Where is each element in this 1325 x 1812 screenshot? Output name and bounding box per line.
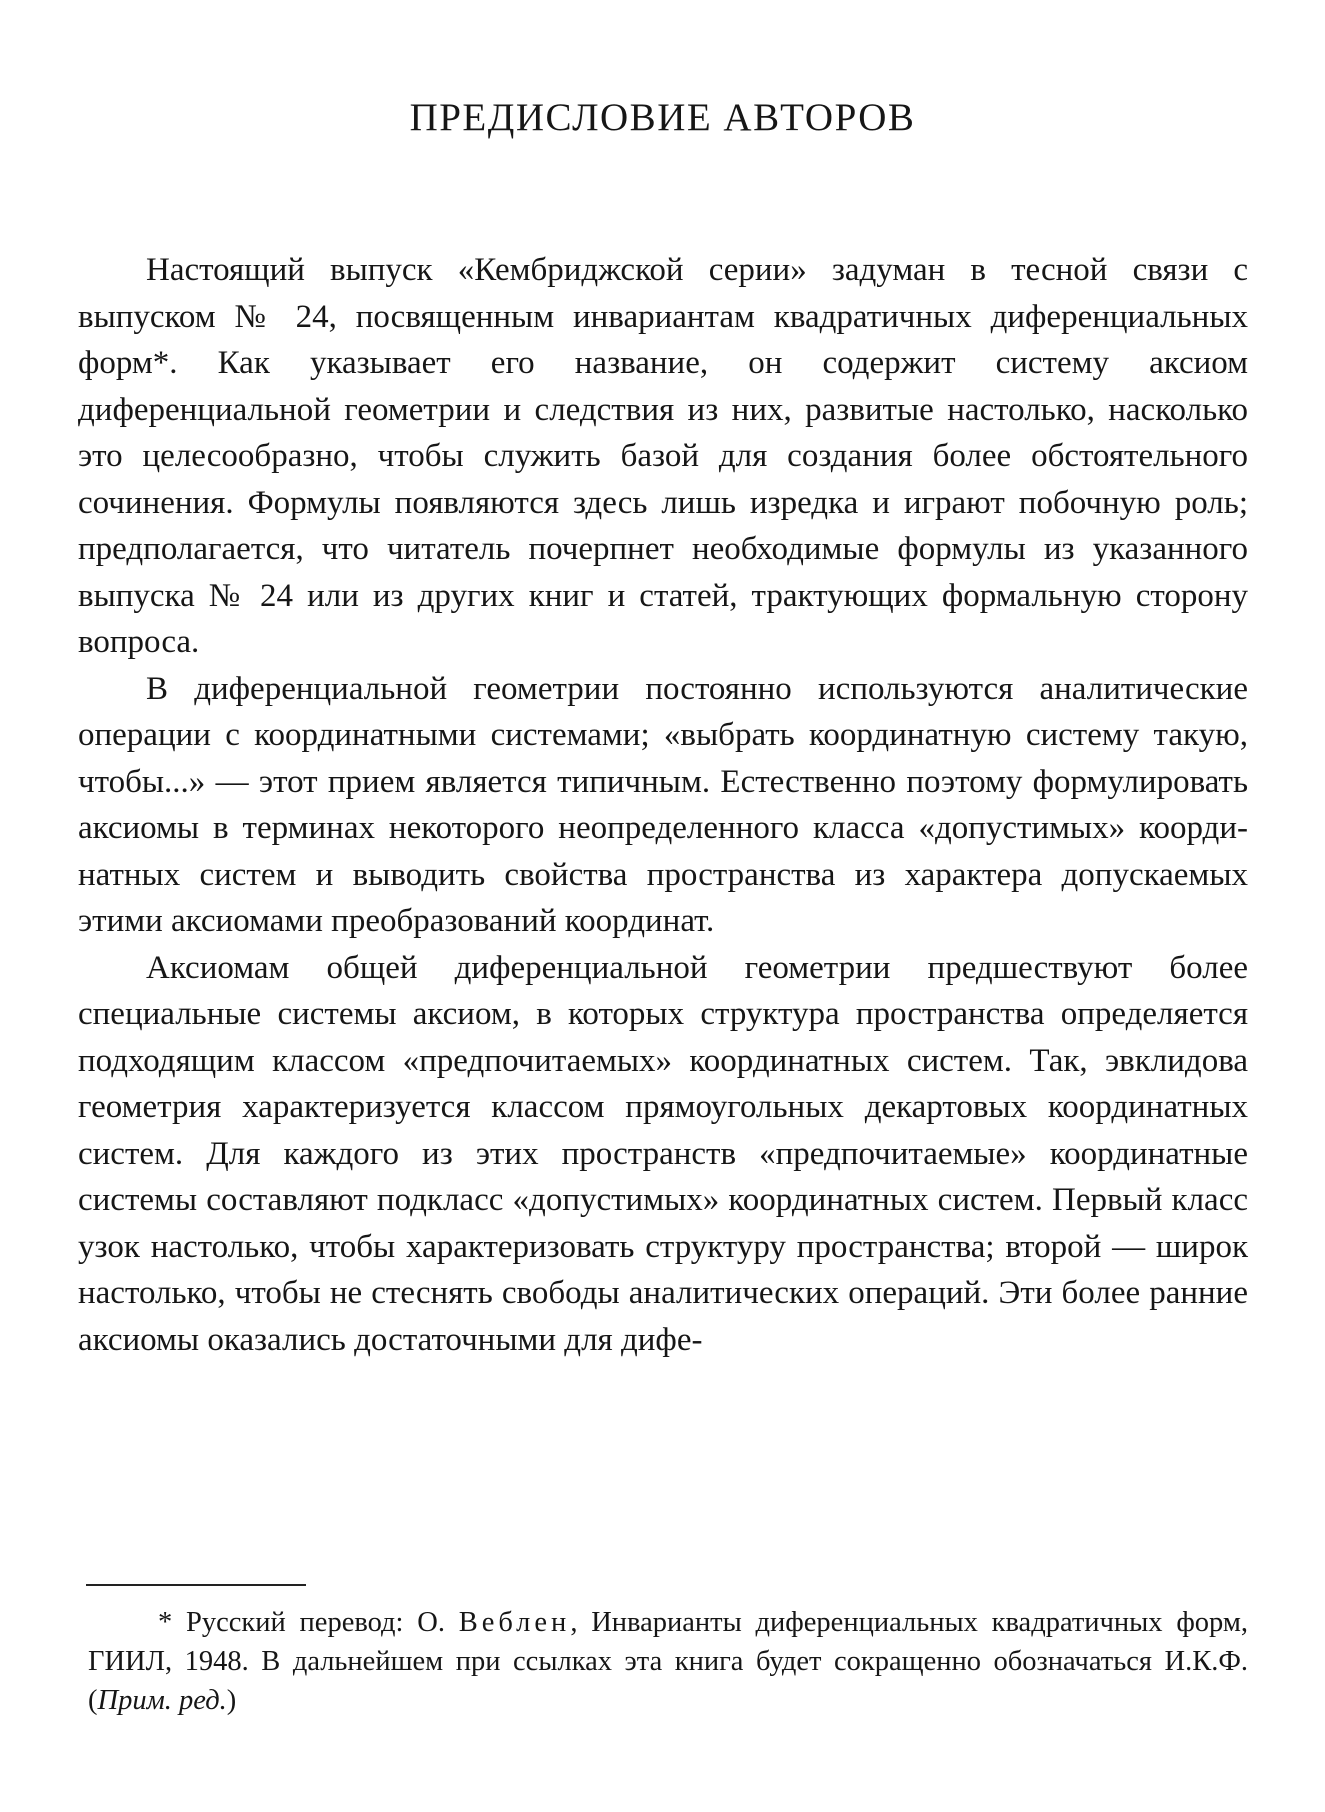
- page-title: ПРЕДИСЛОВИЕ АВТОРОВ: [409, 96, 916, 139]
- footnote-editor-note: Прим. ред.: [97, 1685, 227, 1716]
- footnote-author: Веблен: [458, 1607, 571, 1638]
- paragraph-2: В диференциальной геометрии постоянно используются аналитические операции с координатными системами; «выбрать координатную систему такую, чтобы...» — этот прием является типичным. Естественно поэтому формулировать аксиомы в терминах некоторого неопределенного класса «допустимых» координатных систем и выводить свойства пространства из характера допускаемых этими аксиомами преобразований координат.: [78, 670, 1248, 939]
- paragraph-3: Аксиомам общей диференциальной геометрии предшествуют более специальные системы аксиом, в которых структура пространства определяется подходящим классом «предпочитаемых» координатных систем. Так, эвклидова геометрия характеризуется классом прямоугольных декартовых координатных систем. Для каждого из этих пространств «предпочитаемые» координатные системы составляют подкласс «допустимых» координатных систем. Первый класс узок настолько, чтобы характеризовать структуру пространства; второй — широк настолько, чтобы не стеснять свободы аналитических операций. Эти более ранние аксиомы оказались достаточными для дифе-: [78, 949, 1248, 1358]
- paragraph-1: Настоящий выпуск «Кембриджской серии» задуман в тесной связи с выпуском № 24, посвященным инвариантам квадратичных диференциальных форм*. Как указывает его название, он содержит систему аксиом диференциальной геометрии и следствия из них, развитые настолько, насколько это целесообразно, чтобы служить базой для создания более обстоятельного сочинения. Формулы появляются здесь лишь изредка и играют побочную роль; предполагается, что читатель почерпнет необходимые формулы из указанного выпуска № 24 или из других книг и статей, трактующих формальную сторону вопроса.: [78, 252, 1248, 660]
- footnote-text: , Инварианты диференциальных квадратичных форм, ГИИЛ, 1948. В дальнейшем при ссылках эта книга будет сокращенно обозначаться И.К.Ф. (: [88, 1607, 1249, 1716]
- footnote-divider: [86, 1584, 306, 1586]
- footnote-prefix: Русский перевод: О.: [186, 1607, 445, 1638]
- footnote: [88, 1603, 1248, 1720]
- footnote-marker: *: [158, 1607, 173, 1638]
- footnote-suffix: ): [226, 1685, 237, 1716]
- main-text: [78, 247, 1248, 1363]
